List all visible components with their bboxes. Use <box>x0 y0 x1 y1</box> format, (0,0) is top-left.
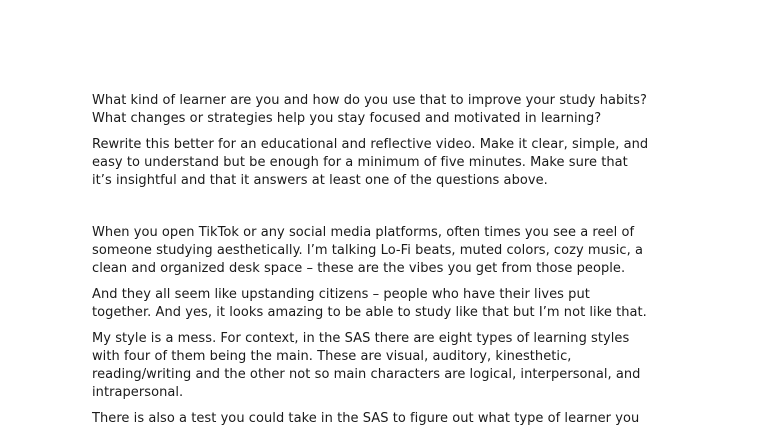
instruction-paragraph <box>92 136 732 190</box>
text-line: with four of them being the main. These are visual, auditory, kinesthetic, <box>92 349 572 364</box>
text-line: clean and organized desk space – these are the vibes you get from those people. <box>92 261 626 276</box>
body-paragraph-intro <box>92 224 732 278</box>
text-line: reading/writing and the other not so main characters are logical, interpersonal, and <box>92 367 641 382</box>
text-line: someone studying aesthetically. I’m talking Lo-Fi beats, muted colors, cozy music, a <box>92 243 643 258</box>
text-line: Rewrite this better for an educational and reflective video. Make it clear, simple, and <box>92 137 649 152</box>
text-line: What kind of learner are you and how do you use that to improve your study habits? <box>92 93 647 108</box>
text-line: it’s insightful and that it answers at least one of the questions above. <box>92 173 548 188</box>
document-body <box>92 92 732 428</box>
text-line: easy to understand but be enough for a minimum of five minutes. Make sure that <box>92 155 628 170</box>
body-paragraph-learning-styles <box>92 330 732 402</box>
text-line: What changes or strategies help you stay focused and motivated in learning? <box>92 111 602 126</box>
text-line: There is also a test you could take in the SAS to figure out what type of learner you <box>92 411 640 426</box>
question-paragraph <box>92 92 732 128</box>
text-line: together. And yes, it looks amazing to be able to study like that but I’m not like that. <box>92 305 647 320</box>
text-line: When you open TikTok or any social media platforms, often times you see a reel of <box>92 225 635 240</box>
body-paragraph-test <box>92 410 732 428</box>
text-line: And they all seem like upstanding citizens – people who have their lives put <box>92 287 590 302</box>
text-line: intrapersonal. <box>92 385 184 400</box>
text-line: My style is a mess. For context, in the SAS there are eight types of learning styles <box>92 331 630 346</box>
body-paragraph-citizens <box>92 286 732 322</box>
